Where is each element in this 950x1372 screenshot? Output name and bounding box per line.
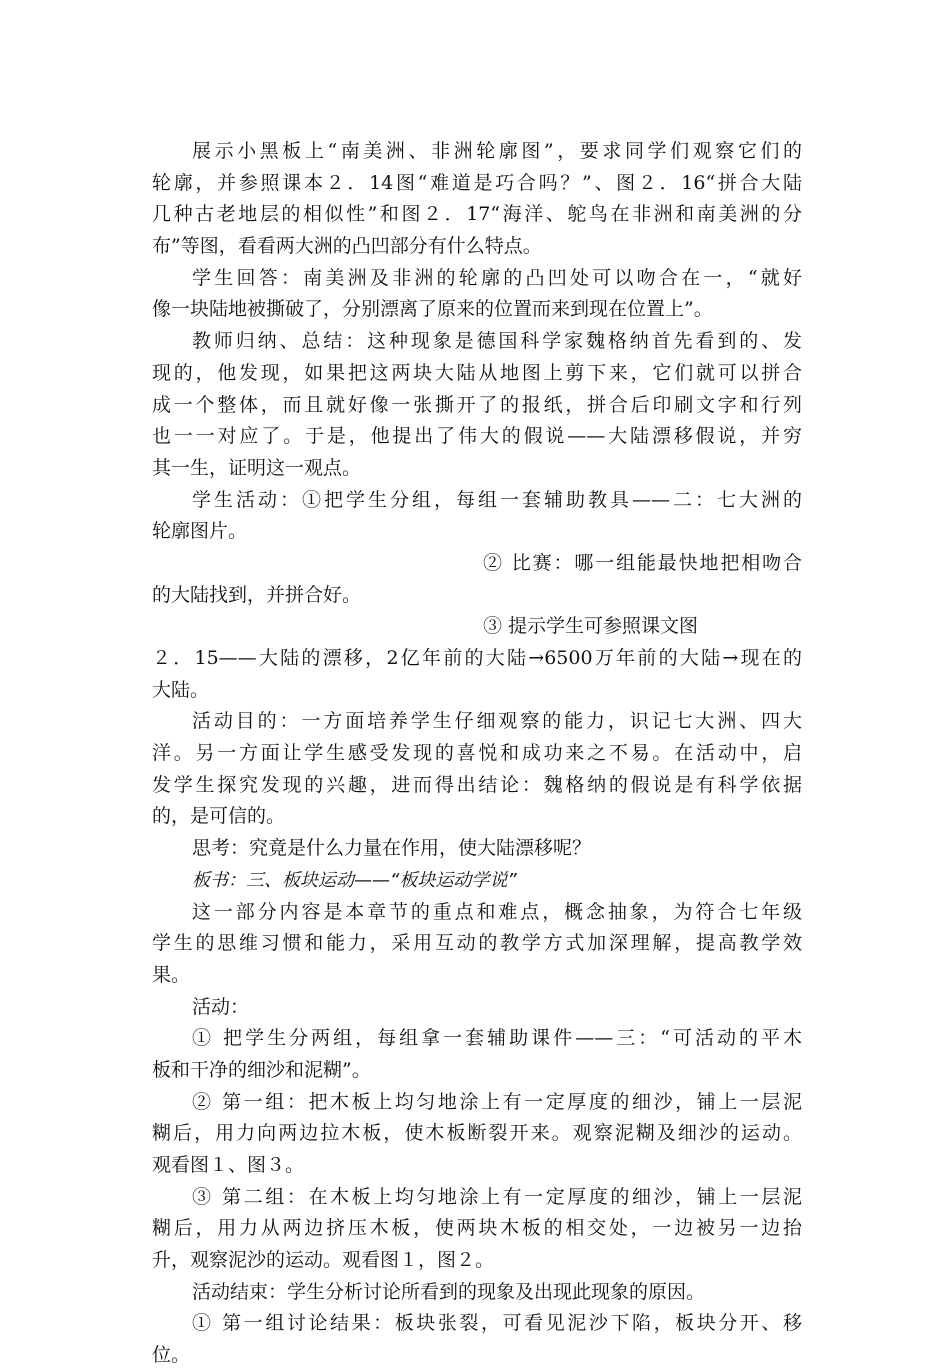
section-heading: 板书：三、板块运动——“板块运动学说” (192, 869, 517, 891)
paragraph-group-1-result (152, 1308, 802, 1371)
text-line: ③ 提示学生可参照课文图 (483, 615, 699, 638)
paragraph-activity-step-3 (152, 1182, 802, 1277)
paragraph-question (152, 833, 802, 865)
paragraph-activity-step-2 (152, 1087, 802, 1182)
paragraph-teacher-summary (152, 326, 802, 484)
paragraph-competition (152, 548, 802, 611)
text-line: 洋。另一方面让学生感受发现的喜悦和成功来之不易。在活动中，启 (152, 742, 802, 765)
paragraph-activity-purpose (152, 706, 802, 833)
paragraph-blackboard-heading (152, 865, 802, 897)
paragraph-activity-step-1 (152, 1023, 802, 1086)
paragraph-hint (152, 611, 802, 706)
text-line: 板和干净的细沙和泥糊”。 (152, 1058, 371, 1081)
document-body (152, 136, 802, 1372)
text-line: 布”等图，看看两大洲的凸凹部分有什么特点。 (152, 235, 542, 258)
text-line: 学生的思维习惯和能力，采用互动的教学方式加深理解，提高教学效 (152, 932, 802, 955)
text-line: 活动： (192, 995, 250, 1018)
text-line: 升，观察泥沙的运动。观看图１，图２。 (152, 1249, 495, 1272)
text-line: 展示小黑板上“南美洲、非洲轮廓图”，要求同学们观察它们的 (192, 140, 802, 162)
text-line: 大陆。 (152, 678, 210, 701)
text-line: ③ 第二组：在木板上均匀地涂上有一定厚度的细沙，铺上一层泥 (192, 1185, 802, 1208)
text-line: ① 把学生分两组，每组拿一套辅助课件——三：“可活动的平木 (192, 1027, 802, 1050)
text-line: ② 第一组：把木板上均匀地涂上有一定厚度的细沙，铺上一层泥 (192, 1090, 802, 1113)
text-line: 果。 (152, 963, 191, 986)
text-line: 思考：究竟是什么力量在作用，使大陆漂移呢？ (192, 837, 592, 860)
paragraph-student-answer (152, 263, 802, 326)
paragraph-activity-end (152, 1277, 802, 1309)
text-line: 活动目的：一方面培养学生仔细观察的能力，识记七大洲、四大 (192, 710, 802, 733)
text-line: 位。 (152, 1344, 191, 1367)
paragraph-show-outline-map (152, 136, 802, 263)
paragraph-student-activity (152, 485, 802, 548)
text-line: 的，是可信的。 (152, 805, 286, 828)
text-line: 的大陆找到，并拼合好。 (152, 583, 362, 606)
text-line: 这一部分内容是本章节的重点和难点，概念抽象，为符合七年级 (192, 900, 802, 923)
text-line: 学生活动：①把学生分组，每组一套辅助教具——二：七大洲的 (192, 488, 802, 511)
text-line: 观看图１、图３。 (152, 1154, 305, 1176)
text-line: ② 比赛：哪一组能最快地把相吻合 (483, 551, 802, 574)
text-line: 像一块陆地被撕破了，分别漂离了原来的位置而来到现在位置上”。 (152, 298, 713, 321)
text-line: 其一生，证明这一观点。 (152, 456, 362, 479)
paragraph-section-intro (152, 897, 802, 992)
text-line: 成一个整体，而且就好像一张撕开了的报纸，拼合后印刷文字和行列 (152, 393, 802, 416)
text-line: 也一一对应了。于是，他提出了伟大的假说——大陆漂移假说，并穷 (152, 425, 802, 448)
text-line: 活动结束：学生分析讨论所看到的现象及出现此现象的原因。 (192, 1280, 706, 1303)
text-line: ２．15——大陆的漂移，2亿年前的大陆→6500万年前的大陆→现在的 (152, 647, 802, 669)
text-line: 糊后，用力向两边拉木板，使木板断裂开来。观察泥糊及细沙的运动。 (152, 1122, 802, 1145)
text-line: ① 第一组讨论结果：板块张裂，可看见泥沙下陷，板块分开、移 (192, 1312, 802, 1335)
text-line: 发学生探究发现的兴趣，进而得出结论：魏格纳的假说是有科学依据 (152, 773, 802, 796)
text-line: 糊后，用力从两边挤压木板，使两块木板的相交处，一边被另一边抬 (152, 1217, 802, 1240)
paragraph-activity-label (152, 992, 802, 1024)
text-line: 现的，他发现，如果把这两块大陆从地图上剪下来，它们就可以拼合 (152, 361, 802, 384)
text-line: 教师归纳、总结：这种现象是德国科学家魏格纳首先看到的、发 (192, 330, 802, 353)
text-line: 轮廓图片。 (152, 520, 248, 543)
text-line: 轮廓，并参照课本２．14图“难道是巧合吗？”、图２．16“拼合大陆 (152, 171, 802, 194)
text-line: 几种古老地层的相似性”和图２．17“海洋、鸵鸟在非洲和南美洲的分 (152, 203, 802, 226)
text-line: 学生回答：南美洲及非洲的轮廓的凸凹处可以吻合在一，“就好 (192, 266, 802, 289)
